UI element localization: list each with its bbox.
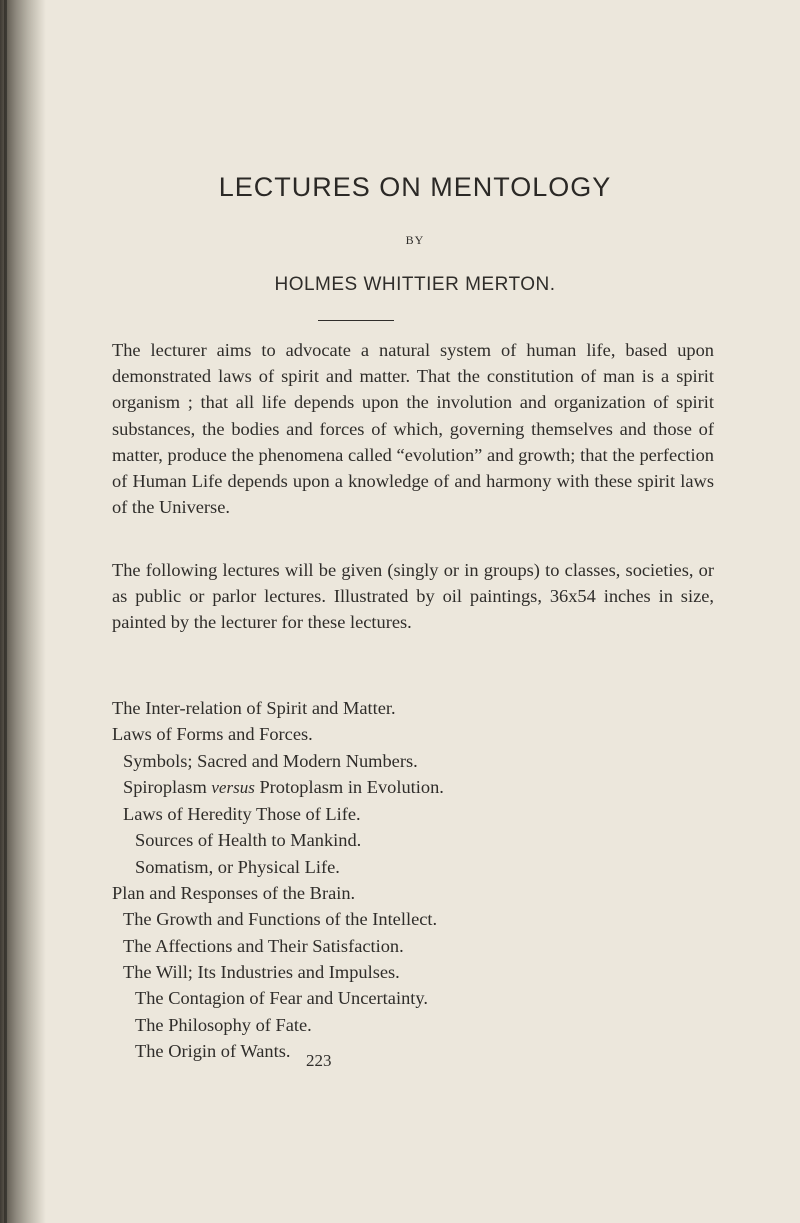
list-item: The Inter-relation of Spirit and Matter.	[112, 698, 396, 718]
lectures-paragraph: The following lectures will be given (singly or in groups) to classes, societies, or as public or parlor lectures. Illustrated by oil paintings, 36x54 inches in size, painted by the lecturer for these lectures.	[112, 560, 714, 633]
page-number: 223	[306, 1051, 332, 1070]
list-item: Symbols; Sacred and Modern Numbers.	[123, 750, 418, 771]
divider-rule	[318, 320, 394, 321]
intro-paragraph: The lecturer aims to advocate a natural system of human life, based upon demonstrated laws of spirit and matter. That the constitution of man is a spirit organism ; that all life depends upon the involution and organization of spirit substances, the bodies and forces of which, governing themselves and those of matter, produce the phenomena called “evolution” and growth; that the perfection of Human Life depends upon a knowledge of and harmony with these spirit laws of the Universe.	[112, 340, 714, 518]
list-item: The Philosophy of Fate.	[135, 1014, 312, 1035]
list-item: Laws of Forms and Forces.	[112, 724, 313, 745]
list-item: Somatism, or Physical Life.	[135, 856, 340, 877]
author-name: HOLMES WHITTIER MERTON.	[274, 274, 556, 295]
page-title: LECTURES ON MENTOLOGY	[218, 172, 612, 202]
list-item: Laws of Heredity Those of Life.	[123, 804, 361, 825]
lecture-list	[0, 695, 800, 1064]
byline-label: BY	[405, 233, 425, 247]
list-item: The Will; Its Industries and Impulses.	[123, 961, 400, 982]
list-item: Sources of Health to Mankind.	[135, 830, 362, 851]
list-item: Plan and Responses of the Brain.	[112, 883, 356, 904]
list-item: Spiroplasm versus Protoplasm in Evolution.	[123, 776, 444, 797]
list-item: The Origin of Wants.	[135, 1040, 291, 1061]
list-item: The Contagion of Fear and Uncertainty.	[135, 988, 428, 1009]
list-item: The Affections and Their Satisfaction.	[123, 935, 404, 956]
list-item: The Growth and Functions of the Intellect.	[123, 909, 438, 930]
